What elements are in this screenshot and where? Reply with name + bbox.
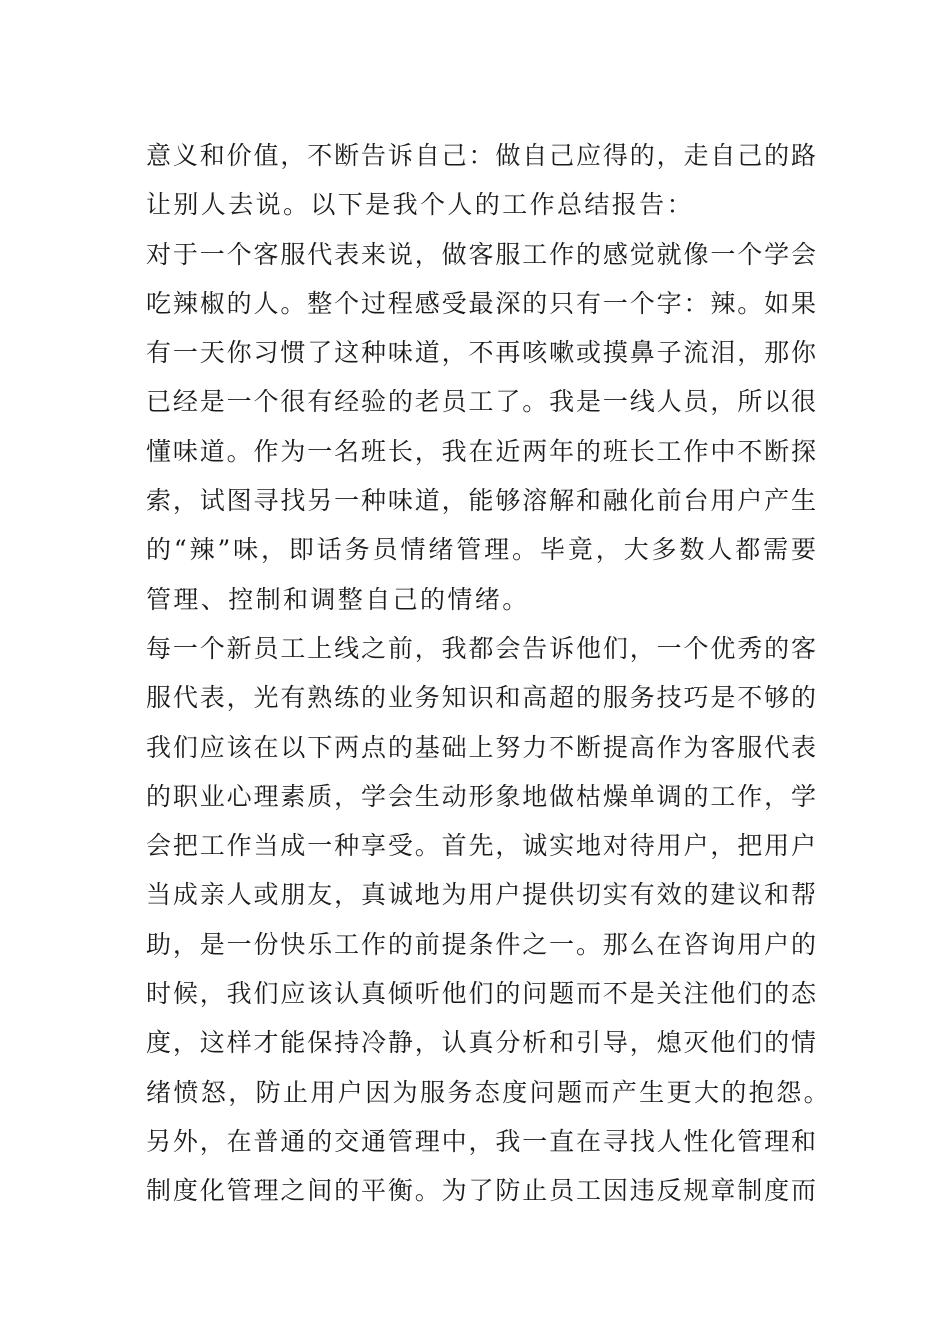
text-line: 让别人去说。以下是我个人的工作总结报告： <box>146 190 695 220</box>
text-line: 助，是一份快乐工作的前提条件之一。那么在咨询用户的 <box>146 929 816 959</box>
text-line: 懂味道。作为一名班长，我在近两年的班长工作中不断探 <box>146 436 816 466</box>
text-line: 的职业心理素质，学会生动形象地做枯燥单调的工作，学 <box>146 781 816 811</box>
text-line: 索，试图寻找另一种味道，能够溶解和融化前台用户产生 <box>146 486 816 516</box>
text-line: 另外，在普通的交通管理中，我一直在寻找人性化管理和 <box>146 1126 816 1156</box>
text-line: 的“辣”味，即话务员情绪管理。毕竟，大多数人都需要 <box>146 535 816 565</box>
text-line: 有一天你习惯了这种味道，不再咳嗽或摸鼻子流泪，那你 <box>146 338 816 368</box>
text-line: 管理、控制和调整自己的情绪。 <box>146 584 530 614</box>
text-line: 已经是一个很有经验的老员工了。我是一线人员，所以很 <box>146 387 816 417</box>
text-line: 我们应该在以下两点的基础上努力不断提高作为客服代表 <box>146 732 816 762</box>
text-line: 服代表，光有熟练的业务知识和高超的服务技巧是不够的 <box>146 683 816 713</box>
text-line: 对于一个客服代表来说，做客服工作的感觉就像一个学会 <box>146 239 816 269</box>
text-line: 当成亲人或朋友，真诚地为用户提供切实有效的建议和帮 <box>146 880 816 910</box>
text-line: 时候，我们应该认真倾听他们的问题而不是关注他们的态 <box>146 979 816 1009</box>
text-line: 度，这样才能保持冷静，认真分析和引导，熄灭他们的情 <box>146 1028 816 1058</box>
text-line: 每一个新员工上线之前，我都会告诉他们，一个优秀的客 <box>146 633 816 663</box>
text-line: 意义和价值，不断告诉自己：做自己应得的，走自己的路 <box>146 141 816 170</box>
text-line: 吃辣椒的人。整个过程感受最深的只有一个字：辣。如果 <box>146 288 816 318</box>
text-line: 绪愤怒，防止用户因为服务态度问题而产生更大的抱怨。 <box>146 1077 832 1107</box>
text-line: 会把工作当成一种享受。首先，诚实地对待用户，把用户 <box>146 831 816 861</box>
body-text <box>146 131 832 1216</box>
text-line: 制度化管理之间的平衡。为了防止员工因违反规章制度而 <box>146 1176 816 1206</box>
